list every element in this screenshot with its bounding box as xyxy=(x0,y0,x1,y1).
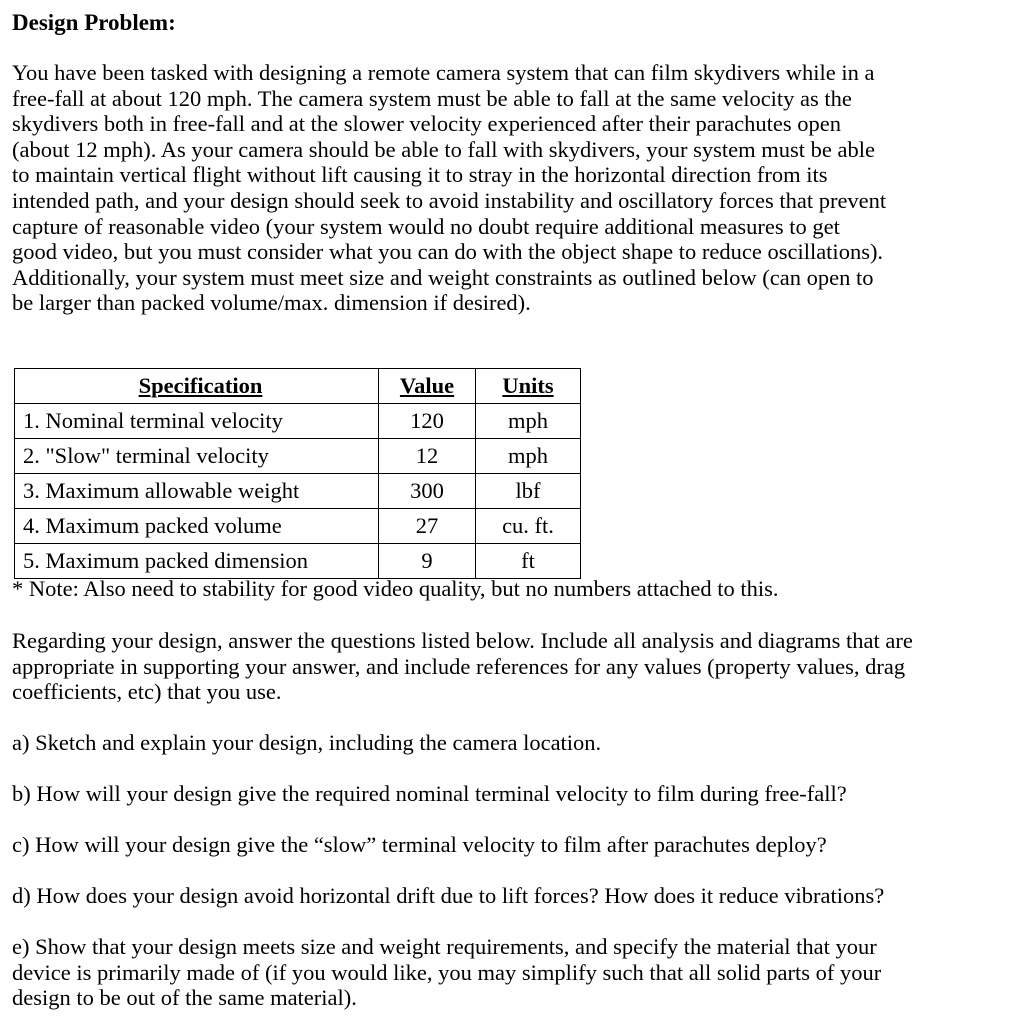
question-line: c) How will your design give the “slow” terminal velocity to film after parachutes deploy? xyxy=(12,832,827,857)
question-line: b) How will your design give the required nominal terminal velocity to film during free-fall? xyxy=(12,781,847,806)
cell-value: 120 xyxy=(379,404,476,439)
intro-line: You have been tasked with designing a remote camera system that can film skydivers while in a xyxy=(12,60,875,85)
cell-value: 300 xyxy=(379,474,476,509)
intro-line: skydivers both in free-fall and at the slower velocity experienced after their parachutes open xyxy=(12,111,842,137)
header-specification: Specification xyxy=(15,369,379,404)
instructions-line: are appropriate in supporting your answer, and include references for any values (property xyxy=(12,628,913,679)
intro-line: capture of reasonable video (your system would no doubt require additional measures to get xyxy=(12,213,840,239)
instructions-line: values, drag coefficients, etc) that you use. xyxy=(12,653,906,705)
question-c xyxy=(12,832,1006,858)
question-line: e) Show that your design meets size and weight requirements, and specify the material that your xyxy=(12,934,877,959)
question-e xyxy=(12,934,1006,1011)
intro-line: (about 12 mph). As your camera should be able to fall with skydivers, your system must be able xyxy=(12,136,875,162)
cell-units: ft xyxy=(476,544,581,579)
specification-table xyxy=(14,368,581,579)
table-row xyxy=(15,509,581,544)
instructions-line: Regarding your design, answer the questions listed below. Include all analysis and diagrams that xyxy=(12,628,880,653)
cell-units: cu. ft. xyxy=(476,509,581,544)
cell-units: lbf xyxy=(476,474,581,509)
intro-paragraph xyxy=(12,60,1006,316)
table-row xyxy=(15,474,581,509)
cell-value: 12 xyxy=(379,439,476,474)
instructions-paragraph xyxy=(12,628,1006,705)
cell-spec: 5. Maximum packed dimension xyxy=(15,544,379,579)
intro-line: to maintain vertical flight without lift causing it to stray in the horizontal direction from its xyxy=(12,162,828,188)
table-row xyxy=(15,439,581,474)
intro-line: intended path, and your design should seek to avoid instability and oscillatory forces that prevent xyxy=(12,187,887,213)
cell-spec: 3. Maximum allowable weight xyxy=(15,474,379,509)
table-row xyxy=(15,404,581,439)
question-line: a) Sketch and explain your design, including the camera location. xyxy=(12,730,602,755)
intro-line: good video, but you must consider what you can do with the object shape to reduce oscillations). xyxy=(12,239,884,265)
cell-units: mph xyxy=(476,404,581,439)
table-row xyxy=(15,544,581,579)
table-header-row xyxy=(15,369,581,404)
question-b xyxy=(12,781,1006,807)
cell-spec: 2. "Slow" terminal velocity xyxy=(15,439,379,474)
intro-line: free-fall at about 120 mph. The camera system must be able to fall at the same velocity as the xyxy=(12,85,852,111)
header-units: Units xyxy=(476,369,581,404)
header-value: Value xyxy=(379,369,476,404)
cell-spec: 4. Maximum packed volume xyxy=(15,509,379,544)
intro-line: Additionally, your system must meet size and weight constraints as outlined below (can open to xyxy=(12,264,874,290)
page-title: Design Problem: xyxy=(12,10,176,35)
question-line: design to be out of the same material). xyxy=(12,985,357,1011)
question-a xyxy=(12,730,1006,756)
question-line: device is primarily made of (if you would like, you may simplify such that all solid parts of your xyxy=(12,959,882,985)
question-line: d) How does your design avoid horizontal drift due to lift forces? How does it reduce vibrations? xyxy=(12,883,885,908)
intro-line: be larger than packed volume/max. dimension if desired). xyxy=(12,290,531,316)
question-d xyxy=(12,883,1006,909)
cell-spec: 1. Nominal terminal velocity xyxy=(15,404,379,439)
cell-value: 9 xyxy=(379,544,476,579)
table-note: * Note: Also need to stability for good video quality, but no numbers attached to this. xyxy=(12,576,779,601)
cell-units: mph xyxy=(476,439,581,474)
cell-value: 27 xyxy=(379,509,476,544)
